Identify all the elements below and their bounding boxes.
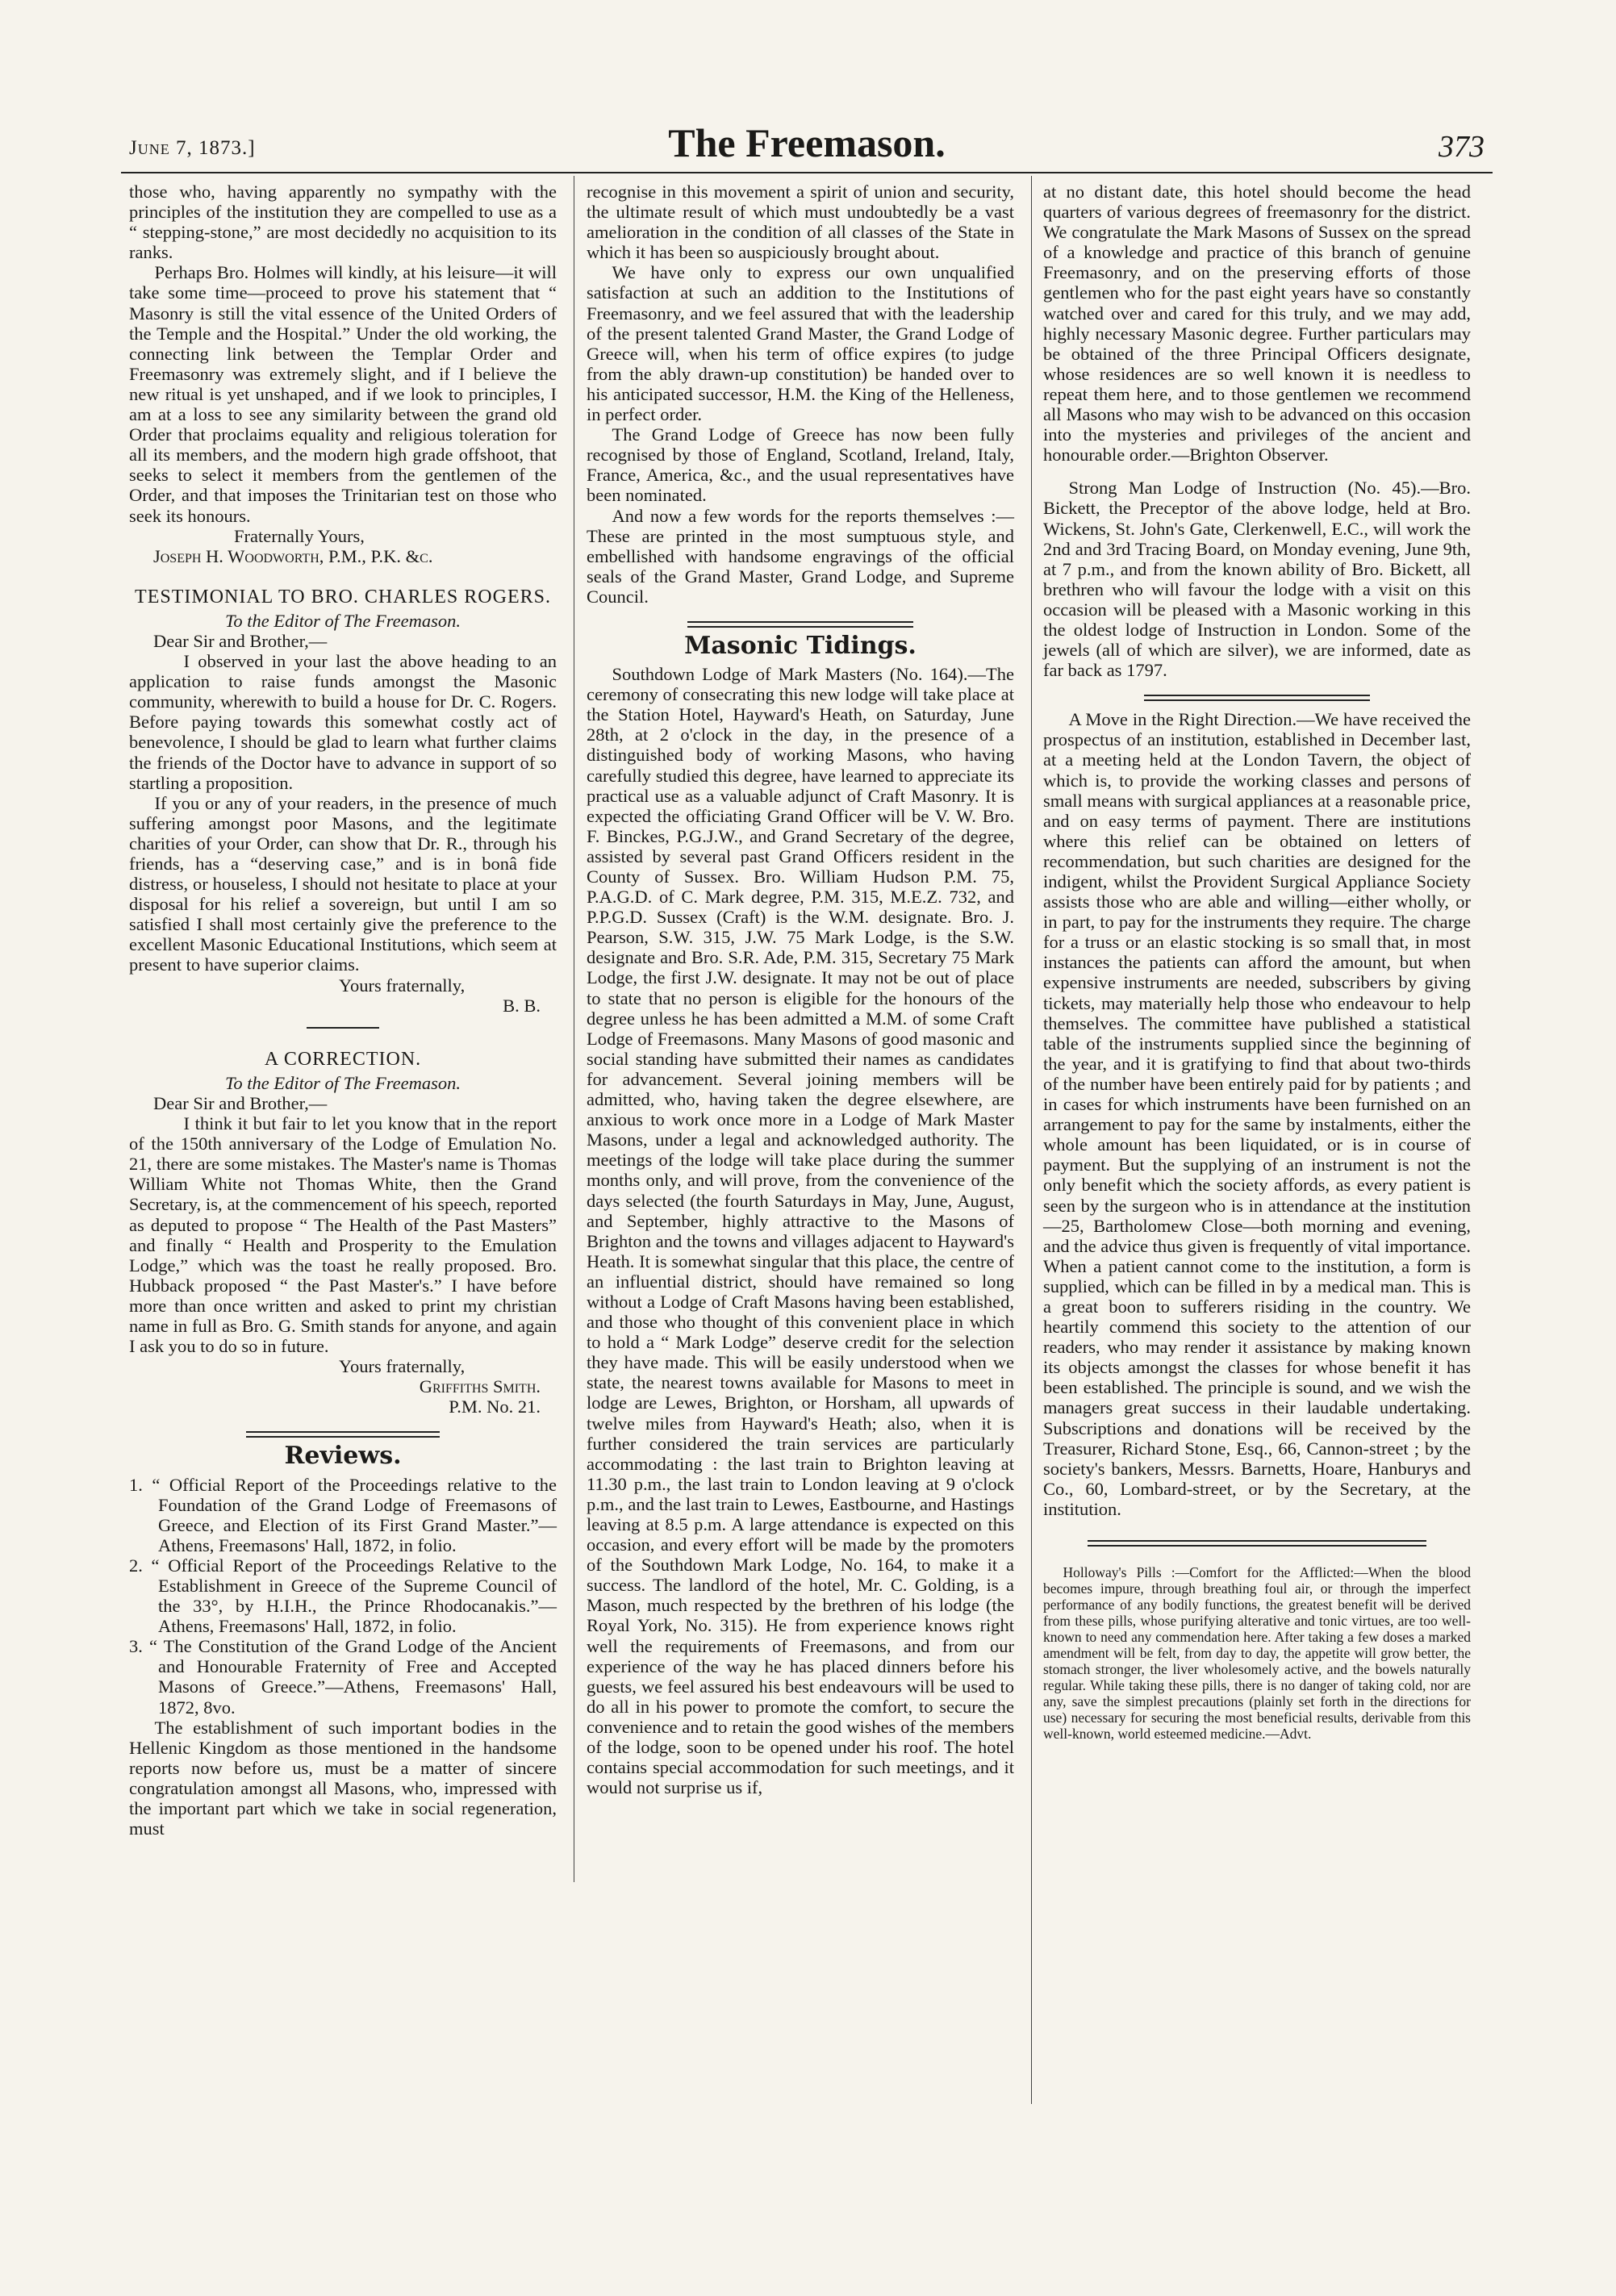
issue-date: June 7, 1873.] [129, 137, 256, 159]
page-number: 373 [1439, 130, 1484, 164]
article-right-direction: A Move in the Right Direction.—We have received the prospectus of an institution, established in December last, at a meeting held at the London Tavern, the object of which is, to provide the working classes and persons of small means with surgical appliances at a reasonable price, and on easy terms of payment. There are institutions where this relief can be obtained on letters of recommendation, but such charities are designed for the indigent, whilst the Provident Surgical Appliance Society assists those who are able and willing—either wholly, or in part, to pay for the instruments they require. The charge for a truss or an elastic stocking is so small that, in most instances the patients can afford the amount, but when expensive instruments are needed, subscribers by giving tickets, may materially help those who endeavour to help themselves. The committee have published a statistical table of the instruments supplied since the beginning of the year, and it is gratifying to find that about two-thirds of the number have been entirely paid for by patients ; and in cases for which instruments have been furnished on an arrangement to pay for the same by instalments, either the whole amount has been liquidated, or is in course of payment. But the supplying of an instrument is not the only benefit which the society affords, as every patient is seen by the surgeon who is in attendance at the institution—25, Bartholomew Close—both morning and evening, and the advice thus given is frequently of vital importance. When a patient cannot come to the institution, a form is supplied, which can be filled in by a medical man. This is a great boon to sufferers risiding in the country. We heartily commend this society to the attention of our readers, who may render it assistance by making known its objects amongst the classes for whose benefit it has been established. The principle is sound, and we wish the managers great success in their laudable undertaking. Subscriptions and donations will be received by the Treasurer, Richard Stone, Esq., 66, Cannon-street ; by the society's bankers, Messrs. Barnetts, Hoare, Hanburys and Co., 60, Lombard-street, or by the Secretary, at the institution. [1043, 709, 1472, 1519]
letter-signature: Griffiths Smith. [419, 1376, 541, 1397]
letter-continuation: those who, having apparently no sympathy with the principles of the institution they are compelled to use as a “ stepping-stone,” are most decidedly no acquisition to its ranks. [129, 182, 557, 263]
heading-correction: A CORRECTION. [264, 1048, 422, 1070]
tidings-strong-man-lodge: Strong Man Lodge of Instruction (No. 45).—Bro. Bickett, the Preceptor of the above lodge, held at Bro. Wickens, St. John's Gate, Clerkenwell, E.C., will work the 2nd and 3rd Tracing Board, on Monday evening, June 9th, at 7 p.m., and from the known ability of Bro. Bickett, all brethren who will favour the lodge with a visit on this occasion will be pleased with a Masonic working in this the oldest lodge of Instruction in London. Some of the jewels (all of which are silver), we are informed, date as far back as 1797. [1043, 478, 1471, 681]
letter-paragraph: I observed in your last the above heading to an application to raise funds amongst the Masonic community, wherewith to build a house for Dr. C. Rogers. Before paying towards this somewhat costly act of benevolence, I should be glad to learn what further claims the friends of the Doctor have to advance in support of so startling a proposition. [129, 651, 557, 793]
tidings-southdown-lodge: Southdown Lodge of Mark Masters (No. 164).—The ceremony of consecrating this new lodge will take place at the Station Hotel, Hayward's Heath, on Saturday, June 28th, at 2 o'clock in the day, in the presence of a distinguished body of working Masons, who having carefully studied this degree, have learned to appreciate its practical use as a valuable adjunct of Craft Masonry. It is expected the officiating Grand Officer will be V. W. Bro. F. Binckes, P.G.J.W., and Grand Secretary of the degree, assisted by several past Grand Officers resident in the County of Sussex. Bro. William Hudson P.M. 75, P.A.G.D. of C. Mark degree, P.M. 315, M.E.Z. 732, and P.P.G.D. Sussex (Craft) is the W.M. designate. Bro. J. Pearson, S.W. 315, J.W. 75 Mark Lodge, is the S.W. designate and Bro. S.R. Ade, P.M. 315, Secretary 75 Mark Lodge, the first J.W. designate. It may not be out of place to state that no person is eligible for the honours of the degree unless he has been admitted a M.M. of some Craft Lodge of Freemasons. Many Masons of good masonic and social standing have submitted their names as candidates for advancement. Several joining members will be admitted, who, having taken the degree elsewhere, are anxious to work once more in a Lodge of Mark Master Masons, under a legal and acknowledged authority. The meetings of the lodge will take place during the summer months only, and will prove, from the convenience of the days selected (the fourth Saturdays in May, June, August, and September, highly attractive to the Masons of Brighton and the towns and villages adjacent to Hayward's Heath. It is somewhat singular that this place, the centre of an influential district, should have remained so long without a Lodge of Craft Masons having been established, and those who thought of this convenient place in which to hold a “ Mark Lodge” deserve credit for the selection they have made. This will be easily understood when we state, the nearest towns available for Masons to meet in lodge are Lewes, Brighton, or Horsham, all upwards of twelve miles from Hayward's Heath; also, when it is further considered the train services are particularly accommodating : the last train to Brighton leaving at 11.30 p.m., the last train to London leaving at 9 o'clock p.m., and the last train to Lewes, Eastbourne, and Hastings leaving at 8.5 p.m. A large attendance is expected on this occasion, and every effort will be made by the promoters of the Southdown Mark Lodge, No. 164, to make it a success. The landlord of the hotel, Mr. C. Golding, is a Mason, much respected by the brethren of his lodge (the Royal York, No. 315). He from experience knows right well the requirements of Freemasons, and from our experience of the way he has placed dinners before his guests, we feel assured his best endeavours will be used to do all in his power to promote the comfort, to secure the convenience and to retain the good wishes of the members of the lodge, soon to be opened under his roof. The hotel contains special accommodation for such meetings, and it would not surprise us if, [587, 664, 1014, 1798]
column-divider-2 [1031, 176, 1032, 2104]
salutation: Dear Sir and Brother,— [153, 630, 328, 651]
letter-closing: Fraternally Yours, [234, 525, 365, 546]
letter-closing: Yours fraternally, [339, 975, 466, 996]
letter-paragraph: Perhaps Bro. Holmes will kindly, at his leisure—it will take some time—proceed to prove his statement that “ Masonry is still the vital essence of the United Orders of the Temple and the Hospital.” Under the old working, the connecting link between the Templar Order and Freemasonry was extremely slight, and if I believe the new ritual is yet unshaped, and if we look to principles, I am at a loss to see any similarity between the grand old Order that proclaims equality and religious toleration for all its members, and the modern high grade offshoot, that seeks to select it members from the gentlemen of the Order, and that imposes the Trinitarian test on those who seek its honours. [129, 262, 557, 526]
review-item: 1. “ Official Report of the Proceedings relative to the Foundation of the Grand Lodge of Freemasons of Greece, and Election of its First Grand Master.”—Athens, Freemasons' Hall, 1872, in folio. [129, 1474, 557, 1555]
header-rule [121, 172, 1493, 173]
letter-signature: B. B. [503, 995, 541, 1016]
tidings-continuation: at no distant date, this hotel should become the head quarters of various degrees of freemasonry for the district. We congratulate the Mark Masons of Sussex on the spread of a knowledge and practice of this branch of genuine Freemasonry, and on the preserving efforts of those gentlemen who for the past eight years have so constantly watched over and cared for this truly, and we may add, highly necessary Masonic degree. Further particulars may be obtained of the three Principal Officers designate, whose residences are so well known it is needless to repeat them here, and to those gentlemen we recommend all Masons who may wish to be advanced on this occasion into the mysteries and privileges of the ancient and honourable order.—Brighton Observer. [1043, 182, 1471, 465]
advertisement-holloways-pills: Holloway's Pills :—Comfort for the Afflicted:—When the blood becomes impure, through breathing foul air, or through the imperfect performance of any bodily functions, the greatest benefit will be derived from these pills, whose purifying alterative and tonic virtues, are too well-known to need any commendation here. After taking a few doses a marked amendment will be felt, from day to day, the appetite will grow better, the stomach stronger, the liver wholesomely active, and the bowels naturally regular. While taking these pills, there is no danger of taking cold, nor are any, save the simplest precautions (plainly set forth in the directions for use) necessary for securing the most beneficial results, derivable from this well-known, world esteemed medicine.—Advt. [1043, 1564, 1471, 1742]
review-paragraph: We have only to express our own unqualified satisfaction at such an addition to the Institutions of Freemasonry, and we feel assured that with the leadership of the present talented Grand Master, the Grand Lodge of Greece will, when his term of office expires (to judge from the ably drawn-up constitution) be handed over to his anticipated successor, H.M. the King of the Helleness, in perfect order. [587, 262, 1014, 425]
heading-reviews: Reviews. [284, 1442, 402, 1471]
salutation: Dear Sir and Brother,— [153, 1092, 328, 1113]
review-continuation: recognise in this movement a spirit of union and security, the ultimate result of which must undoubtedly be a vast amelioration in the condition of all classes of the State in which it has been so auspiciously brought about. [587, 182, 1014, 263]
heading-masonic-tidings: Masonic Tidings. [684, 631, 917, 660]
letter-paragraph: If you or any of your readers, in the presence of much suffering amongst poor Masons, and the legitimate charities of your Order, can show that Dr. R., through his friends, has a “deserving case,” and is in bonâ fide distress, or houseless, I should not hesitate to place at your disposal for his relief a sovereign, but until I am so satisfied I shall most certainly give the preference to the excellent Masonic Educational Institutions, which seem at present to have superior claims. [129, 792, 557, 975]
review-item: 3. “ The Constitution of the Grand Lodge of the Ancient and Honourable Fraternity of Free and Accepted Masons of Greece.”—Athens, Freemasons' Hall, 1872, 8vo. [129, 1636, 557, 1718]
letter-closing: Yours fraternally, [339, 1356, 466, 1377]
review-paragraph: The Grand Lodge of Greece has now been fully recognised by those of England, Scotland, Ireland, Italy, France, America, &c., and the usual representatives have been nominated. [587, 424, 1014, 506]
editor-address: To the Editor of The Freemason. [224, 610, 461, 631]
section-rule [1088, 1540, 1426, 1547]
masthead [129, 119, 1484, 168]
letter-signature: Joseph H. Woodworth, P.M., P.K. &c. [153, 545, 433, 566]
editor-address: To the Editor of The Freemason. [224, 1072, 461, 1093]
column-2 [587, 182, 1014, 1797]
letter-signature-lodge: P.M. No. 21. [449, 1396, 541, 1417]
section-rule [307, 1027, 379, 1029]
letter-paragraph: I think it but fair to let you know that in the report of the 150th anniversary of the Lodge of Emulation No. 21, there are some mistakes. The Master's name is Thomas William White not Thomas White, then the Grand Secretary, is, at the commencement of his speech, reported as deputed to propose “ The Health of the Past Masters” and finally “ Health and Prosperity to the Emulation Lodge,” which was the toast he really proposed. Bro. Hubback proposed “ the Past Master's.” I have before more than once written and asked to print my christian name in full as Bro. G. Smith stands for anyone, and again I ask you to do so in future. [129, 1113, 557, 1357]
heading-testimonial: TESTIMONIAL TO BRO. CHARLES ROGERS. [135, 586, 551, 607]
newspaper-title: The Freemason. [668, 120, 946, 165]
section-rule [687, 621, 913, 628]
review-paragraph: The establishment of such important bodies in the Hellenic Kingdom as those mentioned in the handsome reports now before us, must be a matter of sincere congratulation amongst all Masons, who, impressed with the important part which we take in social regeneration, must [129, 1717, 557, 1839]
column-3 [1043, 182, 1471, 1742]
section-rule [246, 1431, 440, 1438]
column-1 [129, 182, 557, 1839]
review-paragraph: And now a few words for the reports themselves :—These are printed in the most sumptuous style, and embellished with handsome engravings of the official seals of the Grand Master, Grand Lodge, and Supreme Council. [587, 505, 1014, 607]
section-rule [1144, 695, 1370, 701]
review-item: 2. “ Official Report of the Proceedings Relative to the Establishment in Greece of the Supreme Council of the 33°, by H.I.H., the Prince Rhodocanakis.”—Athens, Freemasons' Hall, 1872, in folio. [129, 1555, 557, 1637]
